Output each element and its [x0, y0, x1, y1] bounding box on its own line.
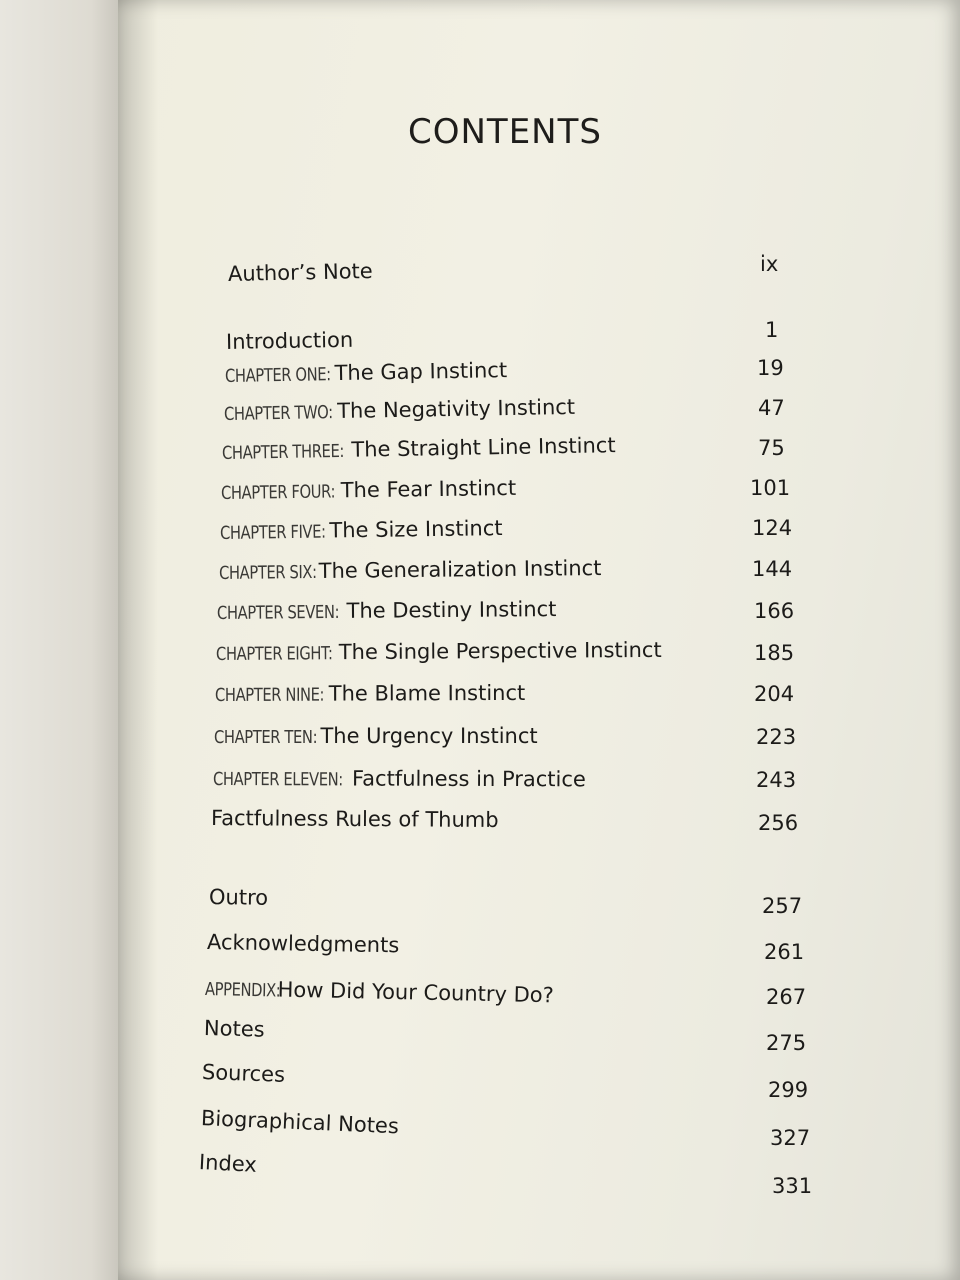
toc-entry	[219, 556, 602, 584]
chapter-prefix: CHAPTER SEVEN:	[216, 601, 340, 624]
toc-entry	[226, 328, 354, 354]
toc-entry	[217, 597, 557, 624]
toc-entry	[204, 1016, 265, 1042]
entry-title: Outro	[208, 885, 269, 910]
chapter-prefix: CHAPTER FIVE:	[219, 521, 326, 544]
entry-title: The Size Instinct	[322, 516, 503, 543]
toc-entry	[207, 930, 400, 957]
entry-title: How Did Your Country Do?	[270, 977, 555, 1008]
page-number: 185	[754, 641, 795, 665]
toc-entry	[198, 1150, 257, 1177]
chapter-prefix: CHAPTER TWO:	[223, 402, 333, 425]
entry-title: Factfulness Rules of Thumb	[210, 806, 499, 833]
toc-entry	[214, 724, 538, 748]
page-number: 47	[758, 396, 785, 420]
entry-title: The Destiny Instinct	[339, 597, 557, 623]
entry-title: The Urgency Instinct	[313, 724, 538, 748]
toc-entry	[211, 806, 499, 832]
page-number: 267	[766, 985, 807, 1009]
entry-title: The Blame Instinct	[322, 680, 526, 706]
toc-entry	[225, 358, 507, 387]
page-number: 331	[772, 1174, 813, 1198]
chapter-prefix: CHAPTER NINE:	[214, 684, 325, 706]
page-number: 327	[770, 1126, 811, 1150]
entry-title: The Gap Instinct	[327, 358, 508, 386]
chapter-prefix: CHAPTER EIGHT:	[215, 643, 333, 665]
toc-entry	[213, 766, 586, 791]
page-number: 243	[756, 768, 797, 792]
page-number: 275	[766, 1031, 807, 1055]
chapter-prefix: CHAPTER THREE:	[221, 440, 345, 464]
page-number: 1	[765, 318, 779, 342]
chapter-prefix: CHAPTER ONE:	[224, 364, 331, 387]
entry-title: Biographical Notes	[200, 1106, 400, 1139]
entry-title: Sources	[201, 1060, 286, 1087]
toc-entry	[215, 681, 525, 706]
entry-title: Notes	[203, 1016, 265, 1042]
toc-entry	[221, 476, 516, 504]
entry-title: The Fear Instinct	[333, 475, 517, 503]
chapter-prefix: CHAPTER SIX:	[218, 561, 317, 584]
page-number: ix	[760, 252, 779, 276]
page-number: 19	[757, 356, 784, 380]
entry-title: Author’s Note	[227, 258, 373, 286]
page-number: 75	[758, 436, 785, 460]
entry-title: Introduction	[225, 327, 354, 354]
entry-title: Index	[198, 1150, 258, 1177]
page-number: 223	[756, 725, 797, 749]
page-number: 257	[762, 894, 803, 918]
toc-entry	[228, 259, 373, 286]
page-number: 256	[758, 811, 799, 835]
page-number: 144	[752, 557, 793, 581]
page-number: 166	[754, 599, 795, 623]
facing-page	[0, 0, 130, 1280]
toc-entry	[209, 885, 268, 910]
page-title: CONTENTS	[408, 112, 602, 152]
toc-entry	[202, 1060, 286, 1087]
page-number: 101	[750, 476, 791, 500]
chapter-prefix: APPENDIX:	[204, 979, 281, 1002]
gutter-shadow	[118, 0, 158, 1280]
chapter-prefix: CHAPTER ELEVEN:	[212, 769, 343, 791]
entry-title: The Generalization Instinct	[311, 555, 602, 584]
entry-title: The Negativity Instinct	[330, 394, 576, 424]
toc-entry	[216, 638, 662, 665]
page-number: 261	[764, 940, 805, 964]
page-number: 204	[754, 682, 795, 706]
chapter-prefix: CHAPTER FOUR:	[220, 481, 336, 504]
chapter-prefix: CHAPTER TEN:	[214, 727, 318, 748]
page-number: 299	[768, 1078, 809, 1102]
entry-title: Factfulness in Practice	[345, 766, 586, 792]
entry-title: The Straight Line Instinct	[344, 433, 616, 462]
toc-entry	[220, 516, 503, 544]
entry-title: The Single Perspective Instinct	[332, 637, 662, 665]
page-number: 124	[752, 516, 793, 540]
entry-title: Acknowledgments	[206, 930, 400, 958]
